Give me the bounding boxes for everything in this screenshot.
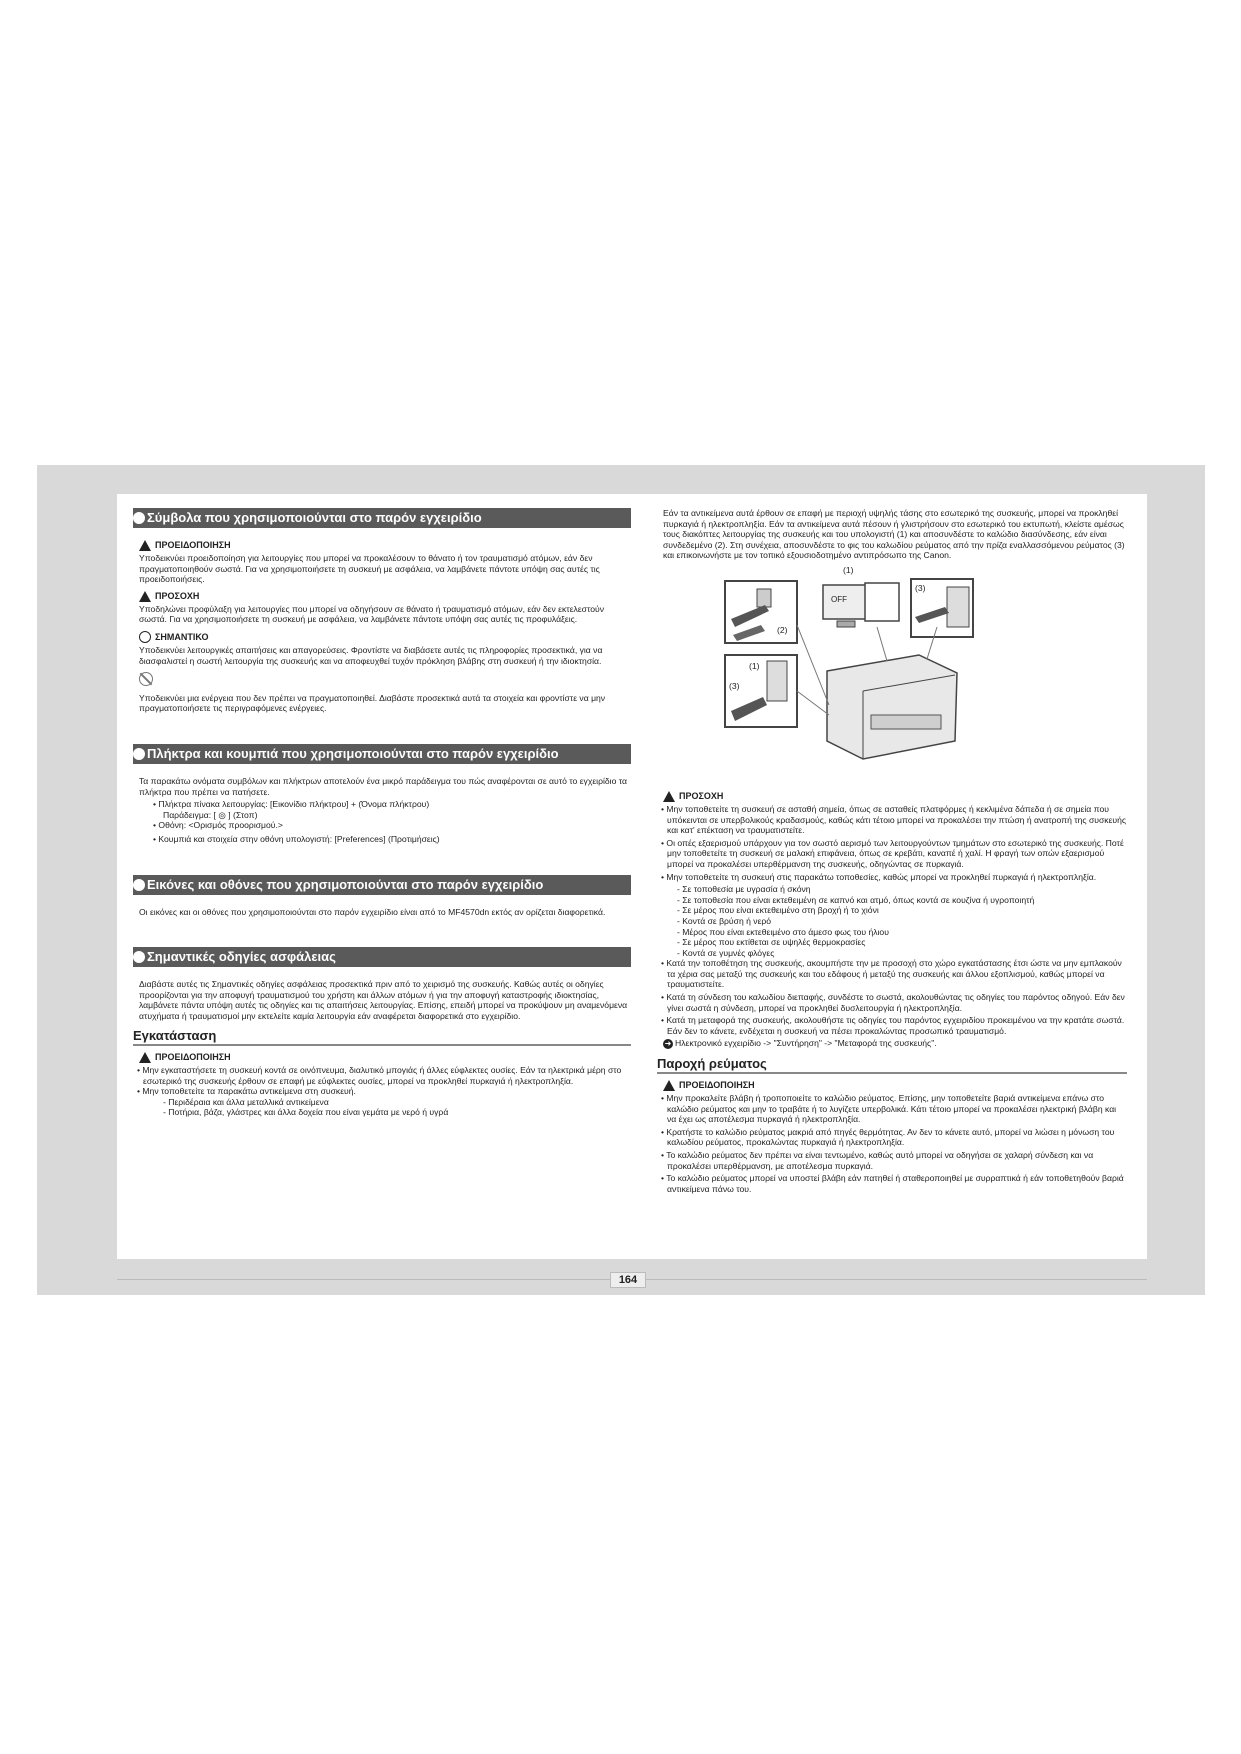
caution-bullet: • Κατά τη σύνδεση του καλωδίου διεπαφής, συνδέστε το σωστά, ακολουθώντας τις οδηγίες του παρόντος οδηγού. Εάν δεν γίνει σωστά η σύνδεση, μπορεί να προκληθεί δυσλειτουργία ή ηλεκτροπληξία. [661, 992, 1125, 1013]
important-circle-icon [139, 631, 151, 643]
bullet-dot-icon [133, 879, 145, 891]
manual-reference [657, 1038, 1127, 1049]
location-list-item: - Κοντά σε βρύση ή νερό [677, 915, 772, 926]
caution-bullet: • Μην τοποθετείτε τη συσκευή στις παρακάτω τοποθεσίες, καθώς μπορεί να προκληθεί πυρκαγιά ή ηλεκτροπληξία. [661, 871, 1097, 882]
manual-spread [117, 494, 1147, 1259]
installation-title: Εγκατάσταση [133, 1031, 631, 1046]
warning-label: ΠΡΟΕΙΔΟΠΟΙΗΣΗ [679, 1080, 755, 1091]
power-bullet: • Μην προκαλείτε βλάβη ή τροποποιείτε το καλώδιο ρεύματος. Επίσης, μην τοποθετείτε βαριά αντικείμενα επάνω στο καλώδιο ρεύματος και μην το τραβάτε ή το λυγίζετε υπερβολικά. Κάτι τέτοιο μπορεί να προκαλέσει ηλεκτρική βλάβη και να έχει ως αποτέλεσμα πυρκαγιά ή ηλεκτροπληξία. [661, 1093, 1117, 1125]
reference-arrow-icon: ➜ [664, 1039, 672, 1049]
section-title: Εικόνες και οθόνες που χρησιμοποιούνται στο παρόν εγχειρίδιο [147, 876, 544, 892]
symbols-section [133, 508, 631, 714]
installation-subitem: - Περιδέραια και άλλα μεταλλικά αντικείμενα [163, 1096, 329, 1107]
warning-heading [133, 1052, 631, 1063]
keys-item: • Κουμπιά και στοιχεία στην οθόνη υπολογιστή: [Preferences] (Προτιμήσεις) [153, 833, 440, 844]
reference-text[interactable]: Ηλεκτρονικό εγχειρίδιο -> "Συντήρηση" -> "Μεταφορά της συσκευής". [675, 1038, 937, 1049]
keys-example: Παράδειγμα: [ ◎ ] (Στοπ) [163, 809, 258, 820]
caution-triangle-icon [139, 591, 151, 602]
images-section [133, 875, 631, 918]
images-text: Οι εικόνες και οι οθόνες που χρησιμοποιούνται στο παρόν εγχειρίδιο είναι από το MF4570dn εκτός αν ορίζεται διαφορετικά. [139, 906, 606, 917]
callout-label: (2) [777, 624, 788, 635]
power-off-illustration [657, 565, 1127, 785]
caution-bullet: • Κατά την τοποθέτηση της συσκευής, ακουμπήστε την με προσοχή στο χώρο εγκατάστασης έτσι ώστε να μην εμπλακούν τα χέρια σας μεταξύ της συσκευής και του εδάφους ή μεταξύ της συσκευής και άλλου εξοπλισμού, καθώς μπορεί να τραυματιστείτε. [661, 958, 1122, 990]
left-column [133, 508, 631, 1118]
location-list-item: - Σε τοποθεσία με υγρασία ή σκόνη [677, 884, 811, 895]
caution-label: ΠΡΟΣΟΧΗ [679, 791, 724, 802]
printer-diagram-image [657, 565, 1127, 785]
page-number: 164 [610, 1272, 646, 1288]
installation-subitem: - Ποτήρια, βάζα, γλάστρες και άλλα δοχεία που είναι γεμάτα με νερό ή υγρά [163, 1107, 449, 1118]
caution-text: Υποδηλώνει προφύλαξη για λειτουργίες που μπορεί να οδηγήσουν σε θάνατο ή τραυματισμό ατόμων, εάν δεν εκτελεστούν σωστά. Για να χρησιμοποιήσετε τη συσκευή με ασφάλεια, να λαμβάνετε πάντοτε υπόψη σας αυτές τις προφυλάξεις. [139, 603, 605, 625]
location-list-item: - Μέρος που είναι εκτεθειμένο στο άμεσο φως του ήλιου [677, 926, 889, 937]
warning-heading [133, 540, 631, 551]
caution-label: ΠΡΟΣΟΧΗ [155, 590, 200, 601]
section-banner [133, 875, 631, 895]
caution-triangle-icon [663, 791, 675, 802]
keys-item: • Πλήκτρα πίνακα λειτουργίας: [Εικονίδιο πλήκτρου] + (Όνομα πλήκτρου) [153, 799, 430, 810]
warning-triangle-icon [139, 540, 151, 551]
keys-item: • Οθόνη: <Ορισμός προορισμού.> [153, 820, 283, 831]
section-title: Πλήκτρα και κουμπιά που χρησιμοποιούνται στο παρόν εγχειρίδιο [147, 745, 559, 761]
off-label: OFF [831, 594, 847, 604]
keys-section [133, 744, 631, 845]
power-bullet: • Το καλώδιο ρεύματος δεν πρέπει να είναι τεντωμένο, καθώς αυτό μπορεί να οδηγήσει σε χαλαρή σύνδεση και να προκαλέσει υπερθέρμανση, με αποτέλεσμα πυρκαγιά. [661, 1150, 1094, 1171]
warning-label: ΠΡΟΕΙΔΟΠΟΙΗΣΗ [155, 1052, 231, 1063]
bullet-dot-icon [133, 951, 145, 963]
section-title: Σύμβολα που χρησιμοποιούνται στο παρόν εγχειρίδιο [147, 510, 482, 525]
right-intro: Εάν τα αντικείμενα αυτά έρθουν σε επαφή με περιοχή υψηλής τάσης στο εσωτερικό της συσκευής, μπορεί να προκληθεί πυρκαγιά ή ηλεκτροπληξία. Εάν τα αντικείμενα αυτά πέσουν ή γλιστρήσουν στο εσωτερικό του εκτυπωτή, κλείστε αμέσως τους διακόπτες λειτουργίας της συσκευής και του υπολογιστή (1) και αποσυνδέστε το καλώδιο διασύνδεσης, εάν είναι συνδεδεμένο (2). Στη συνέχεια, αποσυνδέστε το φις του καλωδίου ρεύματος από την πρίζα εναλλασσόμενου ρεύματος (3) και επικοινωνήστε με τον τοπικό εξουσιοδοτημένο αντιπρόσωπο της Canon. [663, 508, 1125, 561]
bullet-dot-icon [133, 748, 145, 760]
caution-heading [133, 591, 631, 602]
installation-bullet: • Μην τοποθετείτε τα παρακάτω αντικείμενα στη συσκευή. [137, 1086, 356, 1097]
installation-section [133, 1028, 631, 1118]
power-bullet: • Το καλώδιο ρεύματος μπορεί να υποστεί βλάβη εάν πατηθεί ή σταθεροποιηθεί με συρραπτικά ή εάν τοποθετηθούν βαριά αντικείμενα πάνω του. [661, 1173, 1124, 1194]
installation-bullet: • Μην εγκαταστήσετε τη συσκευή κοντά σε οινόπνευμα, διαλυτικό μπογιάς ή άλλες εύφλεκτες ουσίες. Εάν τα ηλεκτρικά μέρη στο εσωτερικό της συσκευής έρθουν σε επαφή με εύφλεκτες ουσίες, μπορεί να προκληθεί πυρκαγιά ή ηλεκτροπληξία. [137, 1065, 622, 1086]
section-banner [133, 947, 631, 967]
power-bullet: • Κρατήστε το καλώδιο ρεύματος μακριά από πηγές θερμότητας. Αν δεν το κάνετε αυτό, μπορεί να λιώσει η μόνωση του καλωδίου ρεύματος, προκαλώντας πυρκαγιά ή ηλεκτροπληξία. [661, 1126, 1115, 1148]
power-title: Παροχή ρεύματος [657, 1059, 1127, 1074]
caution-bullet: • Μην τοποθετείτε τη συσκευή σε ασταθή σημεία, όπως σε ασταθείς πλατφόρμες ή κεκλιμένα δάπεδα ή σε σημεία που υπόκεινται σε υπερβολικούς κραδασμούς, καθώς κάτι τέτοιο μπορεί να προκαλέσει την πτώση ή ανατροπή της συσκευής και κατ' επέκταση να τραυματιστείτε. [661, 803, 1127, 836]
warning-triangle-icon [663, 1080, 675, 1091]
right-column [657, 508, 1127, 1196]
callout-label: (3) [915, 582, 926, 593]
caution-bullet: • Κατά τη μεταφορά της συσκευής, ακολουθήστε τις οδηγίες του παρόντος εγχειριδίου προκειμένου να την κρατάτε σωστά. Εάν δεν το κάνετε, ενδέχεται η συσκευή να πέσει προκαλώντας προσωπικό τραυματισμό. [661, 1015, 1125, 1036]
caution-bullet: • Οι οπές εξαερισμού υπάρχουν για τον σωστό αερισμό των λειτουργούντων τμημάτων στο εσωτερικό της συσκευής. Ποτέ μην τοποθετείτε τη συσκευή σε μαλακή επιφάνεια, όπως σε κρεβάτι, καναπέ ή χαλί. Η φραγή των οπών εξαερισμού μπορεί να προκαλέσει υπερθέρμανση της συσκευής, οδηγώντας σε πυρκαγιά. [661, 837, 1124, 869]
warning-text: Υποδεικνύει προειδοποίηση για λειτουργίες που μπορεί να προκαλέσουν το θάνατο ή τον τραυματισμό ατόμων, εάν δεν πραγματοποιηθούν σωστά. Για να χρησιμοποιήσετε τη συσκευή με ασφάλεια, να λαμβάνετε πάντοτε υπόψη σας αυτές τις προειδοποιήσεις. [139, 553, 600, 585]
warning-heading [657, 1080, 1127, 1091]
bullet-dot-icon [133, 512, 145, 524]
important-heading [133, 631, 631, 643]
prohibited-icon [139, 672, 153, 686]
prohibit-text: Υποδεικνύει μια ενέργεια που δεν πρέπει να πραγματοποιηθεί. Διαβάστε προσεκτικά αυτά τα στοιχεία και φροντίστε να μην πραγματοποιήσετε τις περιγραφόμενες ενέργειες. [139, 692, 606, 714]
warning-label: ΠΡΟΕΙΔΟΠΟΙΗΣΗ [155, 540, 231, 551]
callout-label: (1) [749, 660, 760, 671]
section-banner [133, 744, 631, 764]
important-label: ΣΗΜΑΝΤΙΚΟ [155, 631, 209, 642]
keys-intro: Τα παρακάτω ονόματα συμβόλων και πλήκτρων αποτελούν ένα μικρό παράδειγμα του πώς αναφέρονται σε αυτό το εγχειρίδιο τα πλήκτρα που πρέπει να πατήσετε. [139, 775, 627, 797]
callout-label: (1) [843, 564, 854, 575]
location-list-item: - Σε μέρος που εκτίθεται σε υψηλές θερμοκρασίες [677, 937, 866, 948]
important-text: Υποδεικνύει λειτουργικές απαιτήσεις και απαγορεύσεις. Φροντίστε να διαβάσετε αυτές τις πληροφορίες προσεκτικά, για να διασφαλιστεί η σωστή λειτουργία της συσκευής και να αποφευχθεί τυχόν πρόκληση βλάβης στη συσκευή ή την ιδιοκτησία. [139, 644, 603, 666]
location-list-item: - Σε τοποθεσία που είναι εκτεθειμένη σε καπνό και ατμό, όπως κοντά σε κουζίνα ή υγροποιητή [677, 894, 1035, 905]
location-list-item: - Κοντά σε γυμνές φλόγες [677, 947, 775, 958]
safety-section [133, 947, 631, 1021]
section-title: Σημαντικές οδηγίες ασφάλειας [147, 949, 336, 965]
location-list-item: - Σε μέρος που είναι εκτεθειμένο στη βροχή ή το χιόνι [677, 905, 879, 916]
safety-text: Διαβάστε αυτές τις Σημαντικές οδηγίες ασφάλειας προσεκτικά πριν από το χειρισμό της συσκευής. Καθώς αυτές οι οδηγίες προορίζονται για την αποφυγή τραυματισμού του χρήστη και άλλων ατόμων ή για την αποφυγή καταστροφής ιδιοκτησίας, λαμβάνετε πάντα υπόψη αυτές τις οδηγίες και τις απαιτήσεις λειτουργίας. Επίσης, επειδή μπορεί να προκύψουν μη αναμενόμενα ατυχήματα ή τραυματισμοί μην εκτελείτε καμία λειτουργία εάν αναφέρεται διαφορετικά στο εγχειρίδιο. [139, 979, 628, 1021]
section-banner [133, 508, 631, 528]
callout-label: (3) [729, 680, 740, 691]
caution-heading [657, 791, 1127, 802]
warning-triangle-icon [139, 1052, 151, 1063]
